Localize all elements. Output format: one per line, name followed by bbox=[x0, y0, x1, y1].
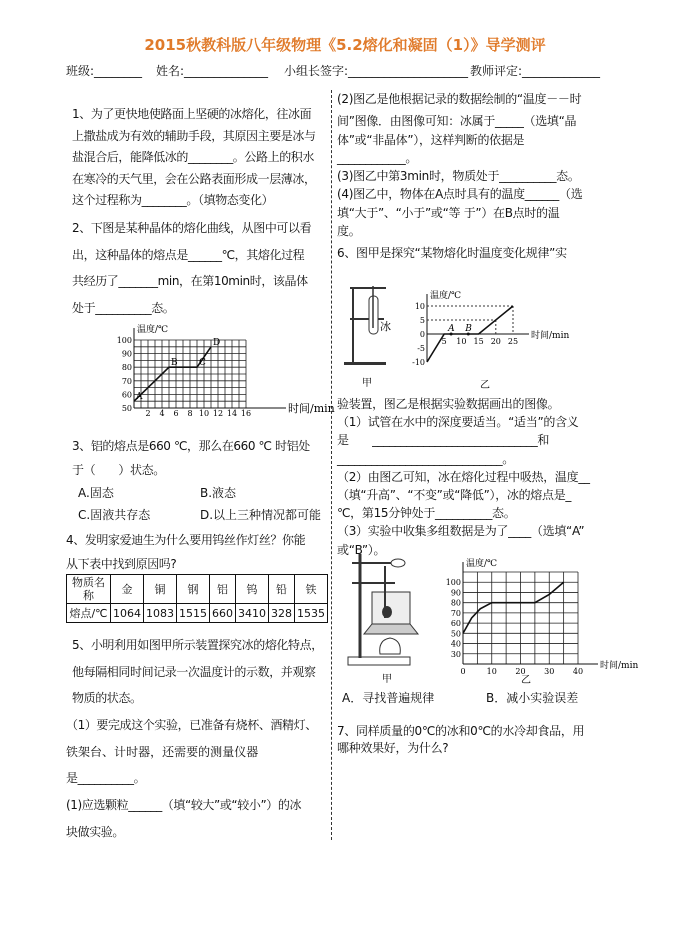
x-tick-label: 40 bbox=[572, 667, 584, 676]
q2-line: 2、下图是某种晶体的熔化曲线，从图中可以看 bbox=[72, 221, 312, 235]
table-row bbox=[67, 604, 328, 623]
q3-option-c[interactable]: C.固液共存态 bbox=[78, 508, 151, 522]
clamp-ring bbox=[391, 559, 405, 567]
name-field[interactable]: 姓名:______________ bbox=[156, 64, 269, 78]
q5-1-line: （1）要完成这个实验，已准备有烧杯、酒精灯、 bbox=[66, 718, 317, 732]
x-axis-label: 时间/min bbox=[600, 661, 639, 671]
q6-line: （填“升高”、“不变”或“降低”），冰的熔点是_ bbox=[337, 488, 572, 503]
question-6-intro-wrap bbox=[337, 244, 567, 261]
table-cell: 1064 bbox=[111, 604, 144, 623]
question-7 bbox=[337, 723, 584, 757]
q5-line: 5、小明利用如图甲所示装置探究冰的熔化特点， bbox=[72, 638, 323, 652]
chart-label: 乙 bbox=[480, 380, 490, 391]
x-tick-label: 5 bbox=[441, 337, 447, 346]
q7-line: 哪种效果好，为什么? bbox=[337, 741, 449, 755]
x-tick-label: 12 bbox=[212, 409, 224, 418]
q5c-line: (2)图乙是他根据记录的数据绘制的“温度－－时 bbox=[337, 92, 582, 106]
test-substance bbox=[382, 606, 392, 618]
question-5-continued bbox=[337, 90, 582, 240]
table-cell: 铝 bbox=[210, 575, 236, 604]
q5c-line: 间”图像．由图像可知：冰属于_____（选填“晶 bbox=[337, 114, 577, 129]
q6-line: （2）由图乙可知，冰在熔化过程中吸热，温度__ bbox=[337, 469, 590, 484]
y-tick-label: 30 bbox=[450, 649, 461, 659]
table-cell: 钢 bbox=[177, 575, 210, 604]
y-tick-label: 70 bbox=[121, 376, 132, 386]
q1-line: 在寒冷的天气里，会在公路表面形成一层薄冰， bbox=[72, 171, 316, 186]
y-axis-label: 温度/℃ bbox=[137, 325, 169, 335]
ice-label: 冰 bbox=[380, 320, 391, 333]
table-cell: 铁 bbox=[295, 575, 328, 604]
point-label: C bbox=[199, 358, 206, 369]
table-cell: 3410 bbox=[236, 604, 269, 623]
q6-option-b[interactable]: B．减小实验误差 bbox=[486, 691, 579, 705]
y-tick-label: 80 bbox=[450, 598, 461, 608]
q5-line: 物质的状态。 bbox=[72, 691, 142, 705]
question-4 bbox=[66, 528, 305, 576]
question-3 bbox=[72, 434, 310, 482]
q5c-line: 度。 bbox=[337, 224, 361, 239]
x-tick-label: 14 bbox=[226, 409, 238, 418]
q5c-line: 填“大于”、“小于”或“等 于”）在B点时的温 bbox=[337, 205, 560, 220]
table-header-row bbox=[67, 575, 328, 604]
q5-2-line: 块做实验。 bbox=[66, 824, 125, 839]
stand-base bbox=[348, 657, 410, 665]
heating-experiment-figure bbox=[340, 552, 640, 687]
table-cell: 1515 bbox=[177, 604, 210, 623]
y-tick-label: 100 bbox=[445, 578, 461, 588]
question-1 bbox=[72, 104, 316, 212]
q6-line: _____________________________。 bbox=[337, 451, 515, 466]
y-tick-label: 50 bbox=[121, 404, 132, 413]
table-cell: 328 bbox=[269, 604, 295, 623]
q5c-line: ____________。 bbox=[337, 150, 418, 165]
x-axis-label: 时间/min bbox=[288, 402, 335, 415]
y-axis-label: 温度/℃ bbox=[466, 559, 498, 569]
column-divider bbox=[331, 90, 332, 840]
table-cell: 1535 bbox=[295, 604, 328, 623]
q4-line: 4、发明家爱迪生为什么要用钨丝作灯丝？你能 bbox=[66, 533, 306, 547]
x-axis-label: 时间/min bbox=[531, 331, 570, 341]
q6-option-a[interactable]: A．寻找普遍规律 bbox=[342, 691, 435, 705]
point-label: A bbox=[448, 324, 455, 334]
y-tick-label: 100 bbox=[116, 336, 132, 345]
q1-line: 1、为了更快地使路面上坚硬的冰熔化，往冰面 bbox=[72, 107, 312, 121]
x-tick-label: 20 bbox=[515, 667, 526, 676]
q6-line: ℃，第15分钟处于__________态。 bbox=[337, 506, 516, 521]
point-label: D bbox=[213, 337, 221, 348]
x-tick-label: 6 bbox=[173, 409, 179, 418]
x-tick-label: 25 bbox=[507, 337, 519, 346]
leader-signature-field[interactable]: 小组长签字:____________________ bbox=[284, 64, 469, 78]
q2-line: 共经历了_______min，在第10min时，该晶体 bbox=[72, 274, 308, 288]
class-field[interactable]: 班级:________ bbox=[66, 64, 143, 78]
melting-point-table bbox=[66, 574, 328, 623]
q2-line: 出，这种晶体的熔点是______℃，其熔化过程 bbox=[72, 247, 305, 262]
y-tick-label: 90 bbox=[450, 588, 461, 598]
y-tick-label: -5 bbox=[417, 344, 425, 353]
q3-line: 于（ ）状态。 bbox=[72, 463, 165, 477]
beaker bbox=[372, 592, 410, 624]
wire-gauze bbox=[364, 624, 418, 634]
question-5-part-1b bbox=[66, 792, 301, 845]
q4-line: 从下表中找到原因吗? bbox=[66, 557, 177, 571]
q2-line: 处于__________态。 bbox=[72, 300, 175, 315]
question-5 bbox=[72, 632, 323, 712]
q5-2-line: (1)应选颗粒______（填“较大”或“较小”）的冰 bbox=[66, 798, 302, 812]
question-2 bbox=[72, 215, 311, 321]
x-tick-label: 10 bbox=[198, 409, 210, 418]
x-tick-label: 8 bbox=[187, 409, 193, 418]
data-curve bbox=[463, 582, 564, 633]
q7-line: 7、同样质量的0℃的冰和0℃的水冷却食品，用 bbox=[337, 724, 585, 738]
y-tick-label: 80 bbox=[121, 363, 132, 373]
x-tick-label: 0 bbox=[460, 667, 466, 676]
q5-1-line: 铁 架 台 、 计 时 器 ， 还 需 要 的 测 量 仪 器 bbox=[66, 744, 258, 759]
y-tick-label: -10 bbox=[412, 358, 425, 367]
table-cell: 熔点/℃ bbox=[67, 604, 111, 623]
q5-1-line: 是__________。 bbox=[66, 771, 146, 785]
point-label: B bbox=[171, 358, 178, 369]
y-axis-label: 温度/℃ bbox=[430, 291, 462, 301]
y-tick-label: 40 bbox=[450, 639, 461, 649]
x-tick-label: 2 bbox=[145, 409, 151, 418]
stand-base bbox=[344, 362, 386, 365]
q1-line: 这个过程称为________。（填物态变化） bbox=[72, 193, 274, 207]
x-tick-label: 15 bbox=[473, 337, 484, 346]
q3-option-a[interactable]: A.固态 bbox=[78, 486, 114, 500]
q5c-line: 体”或“非晶体”），这样判断的依据是 bbox=[337, 132, 525, 147]
y-tick-label: 90 bbox=[121, 349, 132, 359]
table-cell: 金 bbox=[111, 575, 144, 604]
table-cell: 物质名称 bbox=[67, 575, 111, 604]
question-6 bbox=[337, 395, 590, 559]
teacher-evaluation-field[interactable]: 教师评定:_____________ bbox=[470, 64, 601, 78]
x-tick-label: 10 bbox=[486, 667, 497, 676]
y-tick-label: 60 bbox=[450, 619, 461, 629]
point-label: A bbox=[136, 392, 143, 403]
x-tick-label: 30 bbox=[544, 667, 555, 676]
q1-line: 盐混合后，能降低冰的________。公路上的积水 bbox=[72, 150, 315, 164]
q3-line: 3、铝的熔点是660 ℃，那么在660 ℃ 时铝处 bbox=[72, 439, 310, 453]
table-cell: 1083 bbox=[144, 604, 177, 623]
apparatus-label: 甲 bbox=[382, 674, 392, 685]
x-tick-label: 10 bbox=[456, 337, 467, 346]
q5-line: 他每隔相同时间记录一次温度计的示数，并观察 bbox=[72, 664, 316, 679]
table-cell: 660 bbox=[210, 604, 236, 623]
q6-line: 是 _____________________________和 bbox=[337, 433, 550, 448]
table-cell: 铜 bbox=[144, 575, 177, 604]
q1-line: 上撒盐成为有效的辅助手段，其原因主要是冰与 bbox=[72, 128, 316, 143]
q6-line: 或“B”）。 bbox=[337, 542, 386, 557]
y-tick-label: 60 bbox=[121, 390, 132, 400]
point-label: B bbox=[465, 324, 472, 334]
q3-option-b[interactable]: B.液态 bbox=[200, 486, 237, 500]
question-6-intro: 6、图甲是探究“某物熔化时温度变化规律”实 bbox=[337, 246, 567, 260]
q6-line: （1）试管在水中的深度要适当。“适当”的含义 bbox=[337, 415, 579, 430]
y-tick-label: 5 bbox=[419, 316, 425, 325]
x-tick-label: 20 bbox=[490, 337, 501, 346]
table-cell: 钨 bbox=[236, 575, 269, 604]
chart-label: 乙 bbox=[521, 675, 531, 686]
y-tick-label: 70 bbox=[450, 608, 461, 618]
worksheet-title: 2015秋教科版八年级物理《5.2熔化和凝固（1）》导学测评 bbox=[144, 36, 546, 54]
apparatus-label: 甲 bbox=[362, 378, 372, 389]
melting-curve-figure-1 bbox=[112, 318, 335, 418]
alcohol-lamp bbox=[380, 638, 401, 654]
q3-option-d[interactable]: D.以上三种情况都可能 bbox=[200, 508, 322, 522]
q6-line: （3）实验中收集多组数据是为了____（选填“A” bbox=[337, 524, 585, 539]
question-5-part-1 bbox=[66, 712, 317, 792]
y-tick-label: 10 bbox=[414, 302, 425, 311]
y-tick-label: 50 bbox=[450, 629, 461, 639]
x-tick-label: 4 bbox=[159, 409, 165, 418]
q5c-line: (4)图乙中，物体在A点时具有的温度______（选 bbox=[337, 187, 583, 202]
y-tick-label: 0 bbox=[419, 330, 425, 339]
x-tick-label: 16 bbox=[240, 409, 252, 418]
ice-melting-figure bbox=[340, 282, 600, 394]
q6-line: 验装置，图乙是根据实验数据画出的图像。 bbox=[337, 397, 560, 411]
q5c-line: (3)图乙中第3min时，物质处于__________态。 bbox=[337, 169, 580, 184]
table-cell: 铅 bbox=[269, 575, 295, 604]
